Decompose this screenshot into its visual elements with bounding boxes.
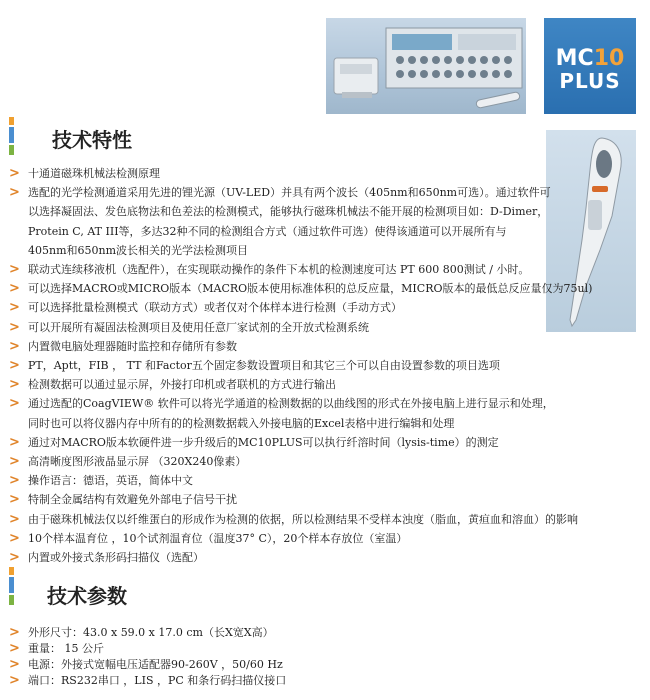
feature-text: 405nm和650nm波长相关的光学法检测项目 (28, 243, 249, 257)
spec-item (8, 625, 286, 641)
features-list (8, 164, 592, 567)
feature-text: 高清晰度图形液晶显示屏 （320X240像素） (28, 455, 247, 469)
feature-item (8, 452, 592, 471)
feature-item (8, 164, 592, 183)
logo-plus-text: PLUS (559, 69, 621, 93)
bullet-arrow-icon: > (9, 338, 20, 354)
feature-item (8, 318, 592, 337)
feature-text: Protein C, AT III等，多达32种不同的检测组合方式（通过软件可选）使得该通道可以开展所有与 (28, 224, 507, 238)
feature-text: 通过选配的CoagVIEW® 软件可以将光学通道的检测数据的以曲线图的形式在外接电脑上进行显示和处理， (28, 397, 554, 411)
feature-item (8, 433, 592, 452)
specs-list (8, 625, 286, 689)
feature-item (8, 337, 592, 356)
bullet-arrow-icon: > (9, 673, 20, 688)
spec-text: 端口：RS232串口 ，LIS ，PC 和条行码扫描仪接口 (28, 674, 287, 687)
feature-item (8, 279, 592, 298)
feature-text: 同时也可以将仪器内存中所有的的检测数据载入外接电脑的Excel表格中进行编辑和处理 (28, 416, 455, 430)
section-marker-icon (9, 117, 19, 157)
feature-text: 可以开展所有凝固法检测项目及使用任意厂家试剂的全开放式检测系统 (28, 320, 369, 334)
bullet-arrow-icon: > (9, 625, 20, 640)
feature-item (8, 529, 592, 548)
spec-text: 外形尺寸：43.0 x 59.0 x 17.0 cm（长X宽X高） (28, 626, 274, 639)
bullet-arrow-icon: > (9, 511, 20, 527)
feature-text: 联动式连续移液机（选配件），在实现联动操作的条件下本机的检测速度可达 PT 600 800测试 / 小时。 (28, 263, 530, 277)
bullet-arrow-icon: > (9, 281, 20, 297)
bullet-arrow-icon: > (9, 454, 20, 470)
bullet-arrow-icon: > (9, 358, 20, 374)
logo-mc-text: MC (555, 46, 594, 71)
bullet-arrow-icon: > (9, 262, 20, 278)
feature-item (8, 356, 592, 375)
feature-text: 通过对MACRO版本软硬件进一步升级后的MC10PLUS可以执行纤溶时间（lysis-time）的测定 (28, 435, 499, 449)
feature-item (8, 260, 592, 279)
bullet-arrow-icon: > (9, 185, 20, 201)
mc10-plus-logo (544, 18, 636, 114)
section-title-specs: 技术参数 (47, 584, 127, 608)
feature-text: 十通道磁珠机械法检测原理 (28, 167, 160, 180)
bullet-arrow-icon: > (9, 300, 20, 316)
feature-text: 选配的光学检测通道采用先进的锂光源（UV-LED）并具有两个波长（405nm和650nm可选）。通过软件可 (28, 186, 551, 200)
bullet-arrow-icon: > (9, 550, 20, 566)
feature-item (8, 298, 592, 317)
spec-text: 电源：外接式宽幅电压适配器90-260V ，50/60 Hz (28, 658, 283, 671)
bullet-arrow-icon: > (9, 492, 20, 508)
feature-item (8, 490, 592, 509)
feature-item (8, 548, 592, 567)
bullet-arrow-icon: > (9, 377, 20, 393)
spec-text: 重量： 15 公斤 (28, 642, 104, 655)
feature-text: 内置或外接式条形码扫描仪（选配） (28, 551, 204, 565)
feature-item (8, 183, 592, 260)
bullet-arrow-icon: > (9, 657, 20, 672)
bullet-arrow-icon: > (9, 473, 20, 489)
feature-text: 可以选择MACRO或MICRO版本（MACRO版本使用标准体积的总反应量，MICRO版本的最低总反应量仅为75ul) (28, 282, 593, 296)
feature-text: PT，Aptt，FIB ， TT 和Factor五个固定参数设置项目和其它三个可以自由设置参数的项目选项 (28, 359, 500, 373)
bullet-arrow-icon: > (9, 166, 20, 181)
logo-10-text: 10 (593, 46, 625, 71)
section-marker-icon (9, 567, 19, 607)
spec-item (8, 657, 286, 673)
feature-item (8, 510, 592, 529)
feature-text: 操作语言：德语，英语，简体中文 (28, 474, 193, 488)
spec-item (8, 641, 286, 657)
section-title-features: 技术特性 (52, 128, 132, 152)
feature-text: 由于磁珠机械法仅以纤维蛋白的形成作为检测的依据，所以检测结果不受样本浊度（脂血，黄疸血和溶血）的影响 (28, 512, 578, 526)
bullet-arrow-icon: > (9, 641, 20, 656)
feature-text: 特制全金属结构有效避免外部电子信号干扰 (28, 493, 237, 507)
feature-text: 检测数据可以通过显示屏，外接打印机或者联机的方式进行输出 (28, 378, 336, 392)
bullet-arrow-icon: > (9, 434, 20, 450)
feature-item (8, 375, 592, 394)
spec-item (8, 673, 286, 689)
feature-text: 可以选择批量检测模式（联动方式）或者仅对个体样本进行检测（手动方式） (28, 301, 402, 315)
feature-item (8, 394, 592, 432)
bullet-arrow-icon: > (9, 319, 20, 335)
feature-text: 10个样本温育位 ，10个试剂温育位（温度37° C），20个样本存放位（室温） (28, 531, 408, 545)
feature-text: 内置微电脑处理器随时监控和存储所有参数 (28, 339, 237, 353)
feature-text: 以选择凝固法、发色底物法和色差法的检测模式，能够执行磁珠机械法不能开展的检测项目如：D-Dimer， (28, 205, 549, 219)
analyzer-product-image (326, 18, 526, 114)
bullet-arrow-icon: > (9, 530, 20, 546)
bullet-arrow-icon: > (9, 396, 20, 412)
feature-item (8, 471, 592, 490)
